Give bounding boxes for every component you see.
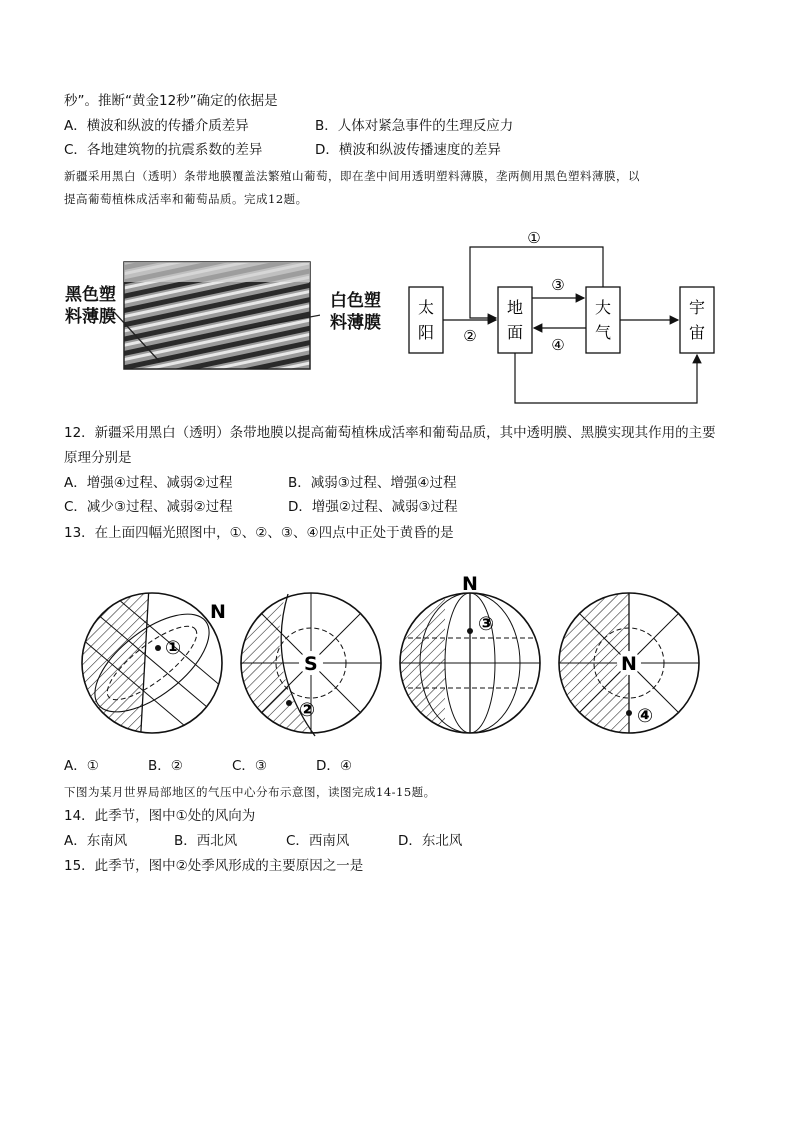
box-space-text-2: 宙: [688, 323, 706, 342]
q12-option-a: A．增强④过程、减弱②过程: [64, 475, 233, 491]
q14-option-a: A．东南风: [64, 833, 128, 849]
box-ground-text-2: 面: [506, 323, 524, 342]
q12-stem-1: 12．新疆采用黑白（透明）条带地膜以提高葡萄植株成活率和葡萄品质，其中透明膜、黑膜实现其作用的主要: [64, 425, 716, 441]
globe-4: [559, 593, 699, 738]
q11-option-b: B．人体对紧急事件的生理反应力: [315, 118, 514, 134]
q12-option-d: D．增强②过程、减弱③过程: [288, 499, 458, 515]
q14-option-d: D．东北风: [398, 833, 463, 849]
arrow-ground-space: [515, 353, 697, 403]
q13-option-d: D．④: [316, 758, 352, 774]
label-black-film-2: 料薄膜: [65, 307, 116, 327]
globe-3-pole: N: [462, 573, 478, 595]
globe-2: [241, 588, 390, 738]
box-atmosphere-text-1: 大: [594, 298, 612, 317]
globe-3: [400, 573, 540, 738]
q14-option-c: C．西南风: [286, 833, 350, 849]
box-ground-text-1: 地: [506, 298, 524, 317]
q11-option-d: D．横波和纵波传播速度的差异: [315, 142, 501, 158]
q11-option-c: C．各地建筑物的抗震系数的差异: [64, 142, 263, 158]
arrow-1: [470, 247, 603, 318]
q12-option-c: C．减少③过程、减弱②过程: [64, 499, 233, 515]
box-space: [680, 287, 714, 353]
globes-figure: [70, 568, 710, 748]
q12-stem-2: 原理分别是: [64, 450, 132, 466]
box-atmosphere-text-2: 气: [594, 323, 612, 342]
q13-stem: 13．在上面四幅光照图中，①、②、③、④四点中正处于黄昏的是: [64, 525, 454, 541]
label-2: ②: [463, 327, 477, 345]
q11-option-a: A．横波和纵波的传播介质差异: [64, 118, 249, 134]
box-sun: [409, 287, 443, 353]
globe-1-pole: N: [210, 601, 226, 623]
box-ground: [498, 287, 532, 353]
q13-option-c: C．③: [232, 758, 268, 774]
label-white-film: [330, 290, 381, 334]
q15-stem: 15．此季节，图中②处季风形成的主要原因之一是: [64, 858, 364, 874]
energy-flow-diagram: [400, 220, 730, 410]
globe-3-point: ③: [478, 613, 495, 635]
box-atmosphere: [586, 287, 620, 353]
box-sun-text-2: 阳: [417, 323, 435, 342]
q13-option-b: B．②: [148, 758, 183, 774]
label-black-film-1: 黑色塑: [65, 285, 116, 305]
q14-option-b: B．西北风: [174, 833, 238, 849]
globe-4-point: ④: [637, 705, 654, 727]
box-sun-text-1: 太: [417, 298, 435, 317]
label-3: ③: [551, 276, 565, 294]
q12-intro-line1: 新疆采用黑白（透明）条带地膜覆盖法繁殖山葡萄，即在垄中间用透明塑料薄膜，垄两侧用黑色塑料薄膜，以: [64, 169, 640, 183]
q12-option-b: B．减弱③过程、增强④过程: [288, 475, 457, 491]
q14-intro: 下图为某月世界局部地区的气压中心分布示意图，读图完成14-15题。: [64, 785, 436, 799]
globe-2-pole: S: [304, 653, 318, 675]
label-4: ④: [551, 336, 565, 354]
globe-1-point: ①: [165, 637, 182, 659]
label-white-film-1: 白色塑: [330, 291, 381, 311]
q13-option-a: A．①: [64, 758, 99, 774]
globe-4-pole: N: [621, 653, 637, 675]
globe-1: [70, 568, 235, 748]
q14-stem: 14．此季节，图中①处的风向为: [64, 808, 256, 824]
q11-stem: 秒”。推断“黄金12秒”确定的依据是: [64, 93, 278, 109]
plastic-film-photo-figure: [60, 250, 320, 375]
q12-intro-line2: 提高葡萄植株成活率和葡萄品质。完成12题。: [64, 192, 308, 206]
label-white-film-2: 料薄膜: [330, 313, 381, 333]
box-space-text-1: 宇: [688, 298, 706, 317]
globe-2-point: ②: [299, 699, 316, 721]
label-1: ①: [527, 229, 541, 247]
